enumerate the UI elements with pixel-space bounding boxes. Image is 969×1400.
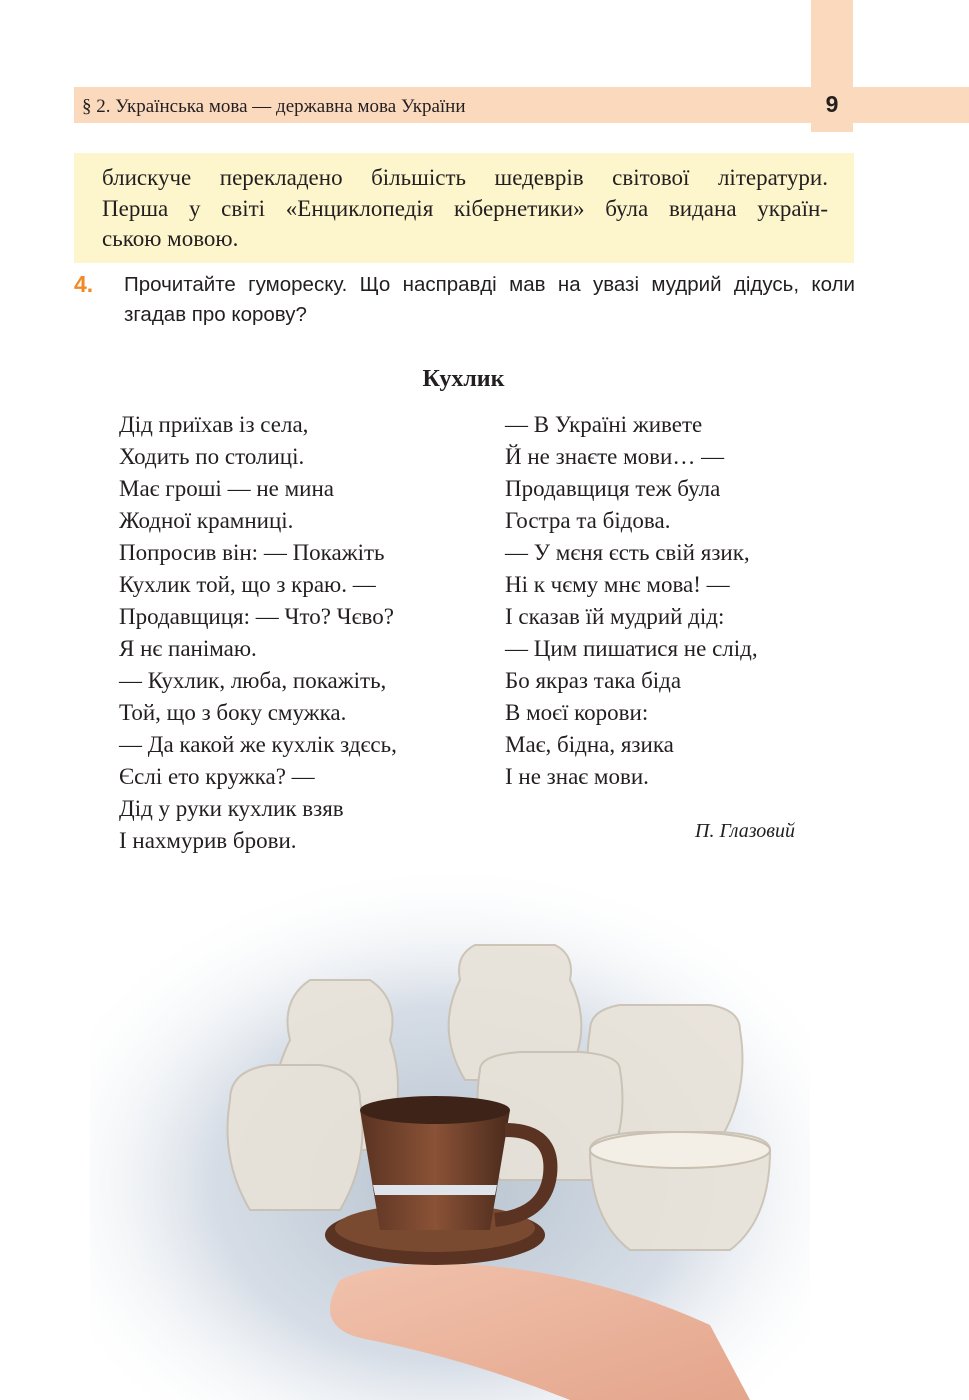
poem-line: Продавщиця: — Что? Чєво? bbox=[119, 604, 394, 629]
poem-line: — Да какой же кухлік здєсь, bbox=[119, 732, 397, 757]
page-number: 9 bbox=[825, 91, 839, 117]
pottery-cup-on-saucer-in-hand-icon bbox=[90, 860, 810, 1400]
poem-line: Кухлик той, що з краю. — bbox=[119, 572, 376, 597]
poem-line: — В Україні живете bbox=[505, 412, 703, 437]
poem-line: Має гроші — не мина bbox=[119, 476, 334, 501]
poem-title: Кухлик bbox=[422, 366, 505, 392]
poem-line: Я нє панімаю. bbox=[119, 636, 257, 661]
poem-line: І нахмурив брови. bbox=[119, 828, 297, 853]
poem-line: Дід у руки кухлик взяв bbox=[119, 796, 344, 821]
poem-left-column bbox=[119, 409, 397, 857]
poem-line: Має, бідна, язика bbox=[505, 732, 674, 757]
poem-line: В моєї корови: bbox=[505, 700, 649, 725]
section-title: § 2. Українська мова — державна мова України bbox=[82, 96, 466, 117]
poem-line: — У мєня єсть свій язик, bbox=[505, 540, 750, 565]
task-line: згадав про корову? bbox=[124, 303, 307, 326]
poem-line: — Цим пишатися не слід, bbox=[505, 636, 758, 661]
poem-line: Й не знаєте мови… — bbox=[505, 444, 725, 469]
poem-line: Єслі ето кружка? — bbox=[119, 764, 315, 789]
poem-line: І сказав їй мудрий дід: bbox=[505, 604, 725, 629]
info-line: Перша у світі «Енциклопедія кібернетики» була видана україн- bbox=[102, 196, 828, 221]
poem-line: Гостра та бідова. bbox=[505, 508, 671, 533]
task-line: Прочитайте гумореску. Що насправді мав на увазі мудрий дідусь, коли bbox=[124, 273, 855, 296]
poem-line: Ходить по столиці. bbox=[119, 444, 305, 469]
poem-line: Дід приїхав із села, bbox=[119, 412, 309, 437]
poem-line: Бо якраз така біда bbox=[505, 668, 682, 693]
info-line: ською мовою. bbox=[102, 226, 239, 251]
task-number: 4. bbox=[74, 271, 94, 297]
info-line: блискуче перекладено більшість шедеврів світової літератури. bbox=[102, 165, 828, 190]
poem-line: Ні к чєму мнє мова! — bbox=[505, 572, 730, 597]
poem-line: Жодної крамниці. bbox=[119, 508, 294, 533]
poem-line: Попросив він: — Покажіть bbox=[119, 540, 385, 565]
poem-right-column bbox=[505, 409, 758, 793]
poem-line: І не знає мови. bbox=[505, 764, 649, 789]
poem-author: П. Глазовий bbox=[695, 820, 795, 842]
poem-line: Той, що з боку смужка. bbox=[119, 700, 347, 725]
poem-line: Продавщиця теж була bbox=[505, 476, 721, 501]
poem-line: — Кухлик, люба, покажіть, bbox=[119, 668, 387, 693]
